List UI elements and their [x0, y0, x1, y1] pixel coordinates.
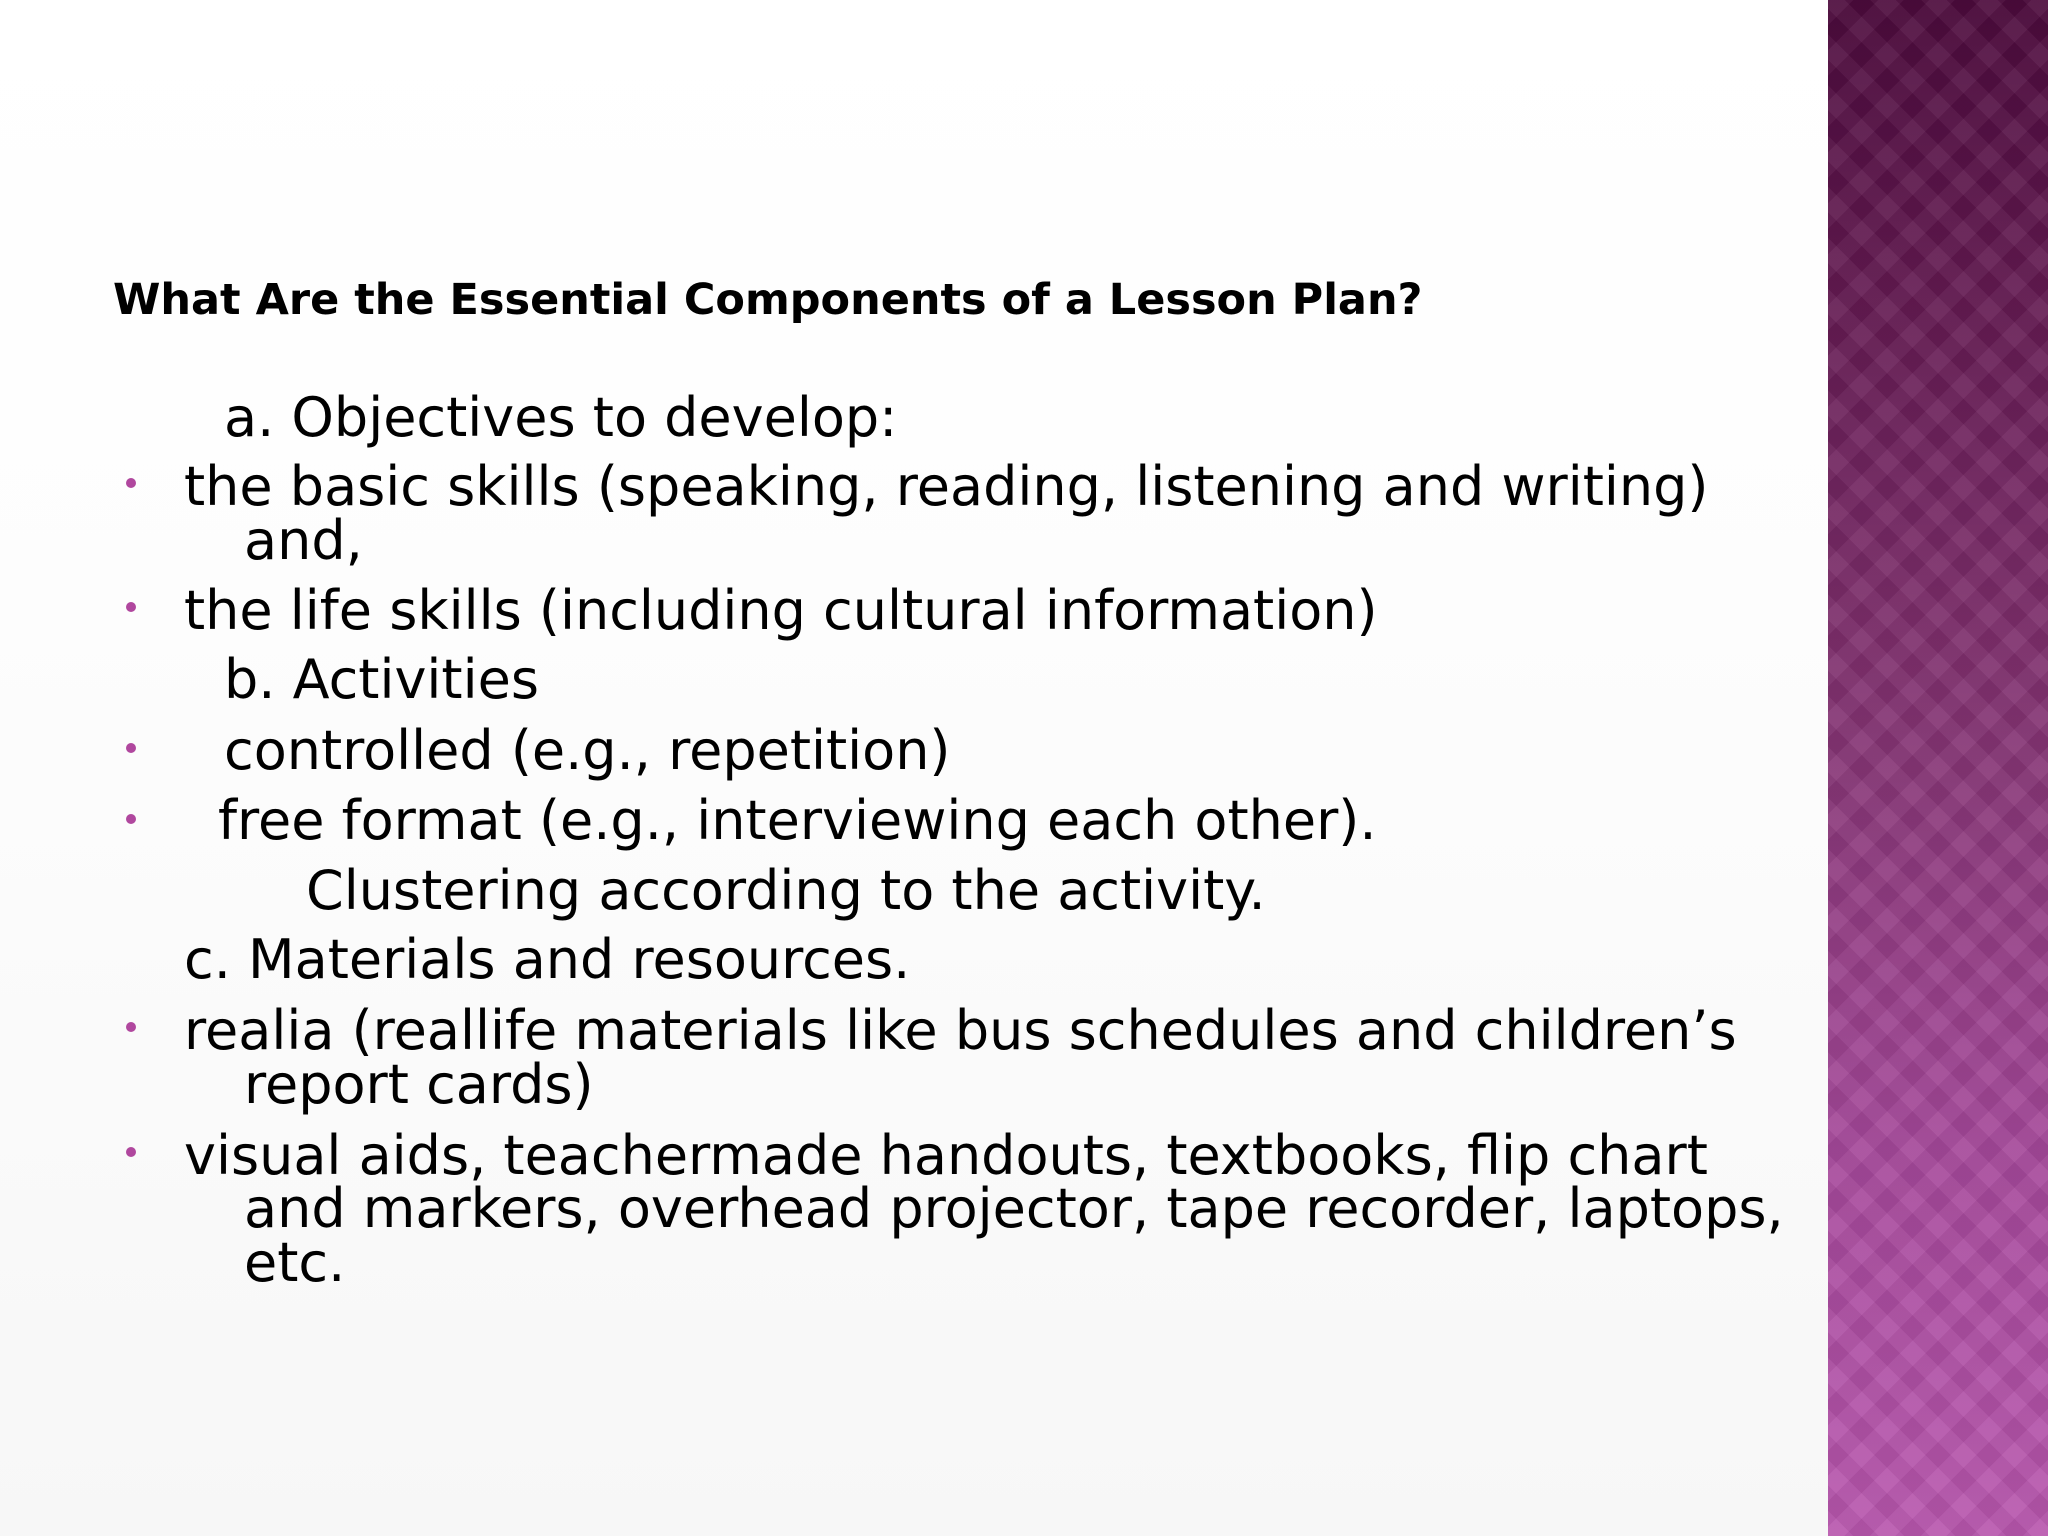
free-format-activity-text: free format (e.g., interviewing each other). — [218, 789, 1377, 852]
visual-aids-text: visual aids, teachermade handouts, textbooks, flip chart — [184, 1124, 1708, 1187]
bullet-icon — [126, 478, 136, 488]
materials-heading: c. Materials and resources. — [184, 928, 911, 991]
visual-aids-continuation-end: etc. — [244, 1231, 346, 1294]
bullet-icon — [126, 602, 136, 612]
activities-heading: b. Activities — [224, 648, 539, 711]
bullet-icon — [126, 743, 136, 753]
bullet-icon — [126, 814, 136, 824]
realia-text: realia (reallife materials like bus schedules and children’s — [184, 999, 1737, 1062]
controlled-activity-text: controlled (e.g., repetition) — [224, 719, 951, 782]
decorative-side-band — [1828, 0, 2048, 1536]
bullet-icon — [126, 1022, 136, 1032]
visual-aids-continuation: and markers, overhead projector, tape recorder, laptops, — [244, 1177, 1784, 1240]
life-skills-text: the life skills (including cultural information) — [184, 579, 1378, 642]
clustering-text: Clustering according to the activity. — [306, 859, 1266, 922]
objectives-heading: a. Objectives to develop: — [224, 386, 898, 449]
basic-skills-text: the basic skills (speaking, reading, listening and writing) — [184, 455, 1709, 518]
slide-title: What Are the Essential Components of a Lesson Plan? — [113, 275, 1423, 325]
bullet-icon — [126, 1147, 136, 1157]
basic-skills-continuation: and, — [244, 509, 363, 572]
realia-continuation: report cards) — [244, 1053, 594, 1116]
